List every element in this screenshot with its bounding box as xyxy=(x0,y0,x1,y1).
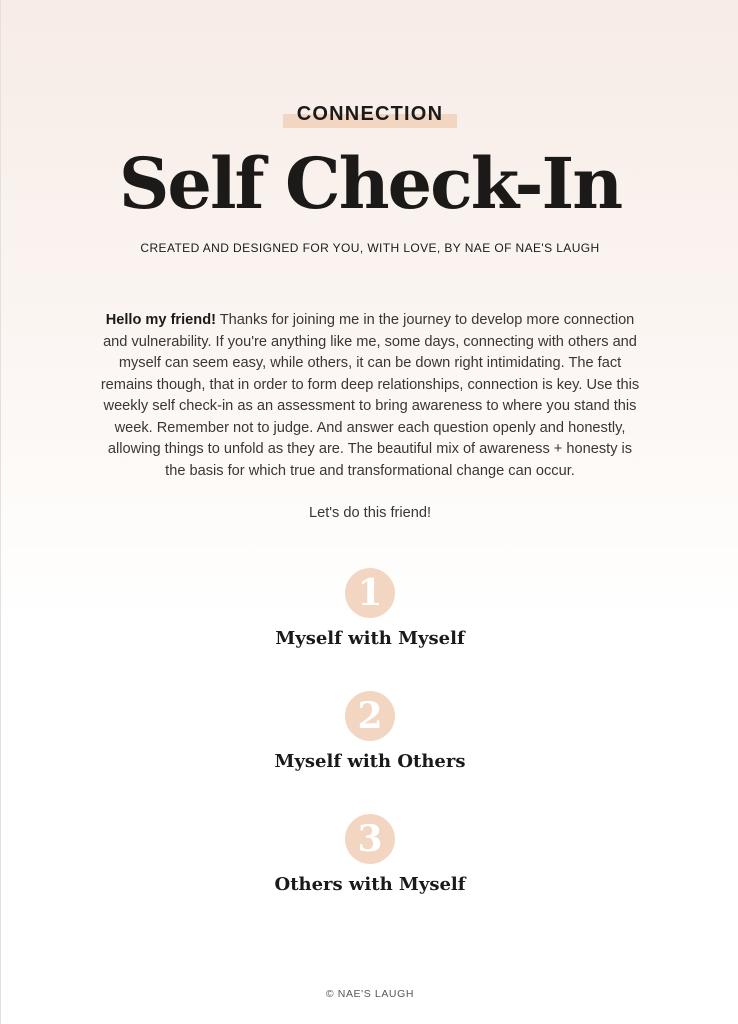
section-number-badge xyxy=(345,568,395,618)
section-number: 1 xyxy=(357,572,383,614)
section-others-with-myself xyxy=(1,814,738,898)
section-number: 3 xyxy=(357,818,383,860)
intro-body: Thanks for joining me in the journey to develop more connection and vulnerability. If you're anything like me, some days, connecting with others and myself can seem easy, while others, it can be down right intimidating. The fact remains though, that in order to form deep relationships, connection is key. Use this weekly self check-in as an assessment to bring awareness to where you stand this week. Remember not to judge. And answer each question openly and honestly, allowing things to unfold as they are. The beautiful mix of awareness + honesty is the basis for which true and transformational change can occur. xyxy=(100,312,640,479)
eyebrow-container xyxy=(1,100,738,128)
eyebrow-label xyxy=(283,100,457,128)
section-number-badge xyxy=(345,691,395,741)
section-title: Others with Myself xyxy=(274,874,466,895)
section-title: Myself with Myself xyxy=(275,628,465,649)
intro-closing: Let's do this friend! xyxy=(308,505,432,521)
section-title: Myself with Others xyxy=(274,751,466,772)
eyebrow-text: CONNECTION xyxy=(296,103,444,125)
footer-copyright: © NAE'S LAUGH xyxy=(325,988,415,1000)
intro-paragraph xyxy=(97,310,643,482)
section-number: 2 xyxy=(357,695,383,737)
section-myself-with-myself xyxy=(1,568,738,652)
section-number-badge xyxy=(345,814,395,864)
page-subtitle: CREATED AND DESIGNED FOR YOU, WITH LOVE, BY NAE OF NAE'S LAUGH xyxy=(140,241,600,255)
section-myself-with-others xyxy=(1,691,738,775)
page-title: Self Check-In xyxy=(118,142,622,225)
intro-greeting: Hello my friend! xyxy=(105,312,216,328)
